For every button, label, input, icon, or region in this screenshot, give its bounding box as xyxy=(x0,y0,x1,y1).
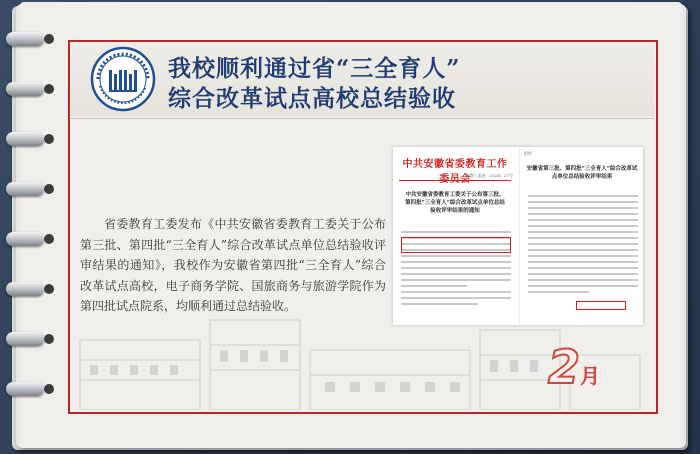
header-divider xyxy=(70,118,654,119)
article-body: 省委教育工委发布《中共安徽省委教育工委关于公布第三批、第四批“三全育人”综合改革试点单位总结验收评审结果的通知》，我校作为安徽省第四批“三全育人”综合改革试点高校，电子商务学院、国旅商务与旅游学院作为第四批试点院系，均顺利通过总结验收。 xyxy=(80,217,386,313)
document-number: 皖教工委函〔2024〕27号 xyxy=(465,173,513,178)
month-badge xyxy=(548,340,600,394)
document-header: 中共安徽省委教育工作 xyxy=(402,159,508,170)
document-red-rule xyxy=(399,180,511,181)
binder-rings xyxy=(0,0,60,454)
document-highlight-box xyxy=(401,237,511,253)
page-title xyxy=(168,54,588,114)
punch-hole-icon xyxy=(44,384,54,394)
official-document-image xyxy=(393,147,643,325)
punch-hole-icon xyxy=(44,134,54,144)
binder-ring-icon xyxy=(6,82,44,96)
title-line-2: 综合改革试点高校总结验收 xyxy=(168,85,456,112)
document-subtitle: 中共安徽省委教育工委关于公布第三批、第四批“三全育人”综合改革试点单位总结验收评审结果的通知 xyxy=(405,192,505,214)
document-attachment-title: 安徽省第三批、第四批“三全育人”综合改革试点单位总结验收评审结果 xyxy=(526,166,638,180)
binder-ring-icon xyxy=(6,232,44,246)
binder-ring-icon xyxy=(6,282,44,296)
punch-hole-icon xyxy=(44,334,54,344)
university-seal-icon xyxy=(90,46,156,112)
document-attachment-tag: 附件 xyxy=(524,151,532,156)
punch-hole-icon xyxy=(44,234,54,244)
binder-ring-icon xyxy=(6,132,44,146)
month-unit: 月 xyxy=(580,364,601,388)
title-line-1: 我校顺利通过省“三全育人” xyxy=(168,55,461,82)
month-number: 2 xyxy=(548,340,581,394)
binder-ring-icon xyxy=(6,382,44,396)
punch-hole-icon xyxy=(44,284,54,294)
document-page-right xyxy=(519,147,643,325)
binder-ring-icon xyxy=(6,32,44,46)
punch-hole-icon xyxy=(44,184,54,194)
binder-ring-icon xyxy=(6,332,44,346)
binder-ring-icon xyxy=(6,182,44,196)
document-page-left xyxy=(393,147,517,325)
document-attachment-lines xyxy=(528,195,638,297)
punch-hole-icon xyxy=(44,84,54,94)
punch-hole-icon xyxy=(44,34,54,44)
document-attachment-highlight xyxy=(576,301,626,310)
